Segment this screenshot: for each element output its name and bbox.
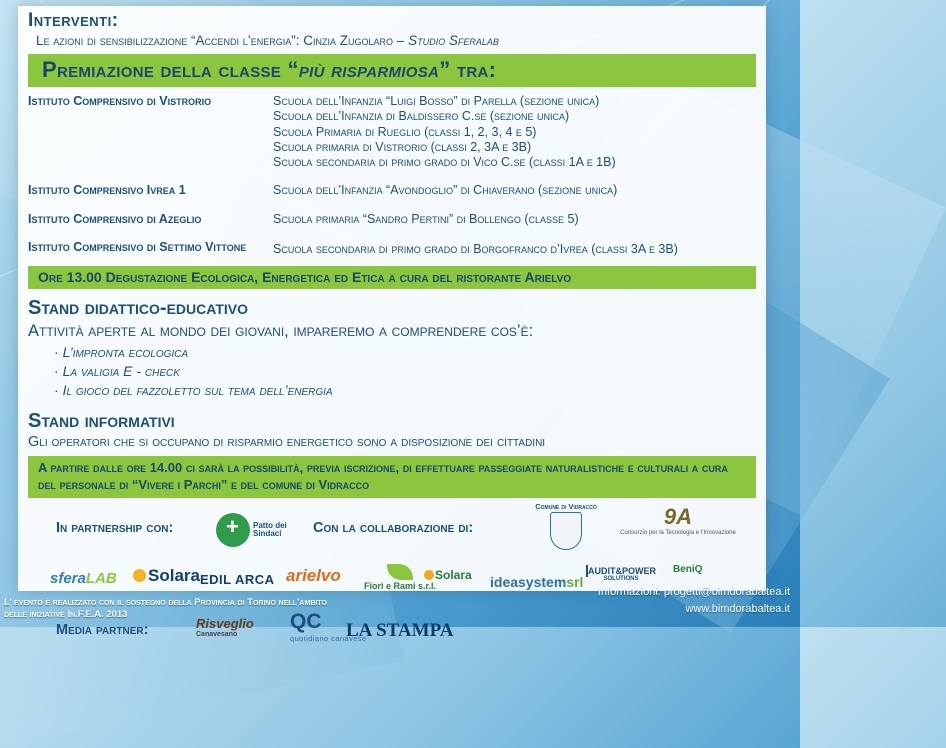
consorzio-nine: 9 (663, 504, 677, 530)
table-row (28, 171, 756, 199)
la-stampa-logo: LA STAMPA (346, 620, 454, 642)
beniq-logo (673, 564, 702, 575)
patto-line-2: Sindaci (253, 529, 282, 539)
table-row (28, 228, 756, 258)
ideasystem-suffix: srl (566, 574, 584, 591)
comune-vidracco-logo (521, 502, 611, 550)
qc-subtext: quotidiano canavese (290, 634, 367, 644)
stand-didattico-bullets (28, 343, 756, 400)
beniq-text: BeniQ (673, 564, 703, 576)
section-stand-informativi-line: Gli operatori che si occupano di risparmio energetico sono a disposizione dei cittadini (28, 433, 546, 450)
section-interventi-line (36, 33, 756, 48)
shield-icon (550, 512, 582, 550)
footer-email: Informazioni: progetti@bimdorabaltea.it (597, 586, 790, 598)
institute-name: Istituto Comprensivo di Azeglio (28, 211, 202, 226)
list-item: · Il gioco del fazzoletto sul tema dell’energia (54, 381, 756, 400)
sferalab-text-a: sfera (50, 570, 86, 588)
fiori-text: Fiori e Rami s.r.l. (364, 581, 437, 592)
footer-website[interactable]: www.bimdorabaltea.it (685, 602, 790, 615)
interventi-studio: Studio Sferalab (408, 33, 499, 48)
patto-dei-sindaci-logo (216, 508, 296, 552)
solara-logo (133, 566, 200, 586)
edilarca-logo: EDIL ARCA (200, 572, 275, 588)
risveglio-subtext: Canavesano (196, 631, 238, 639)
institute-schools (273, 228, 756, 258)
footer-left-note: L’ evento è realizzato con il sostegno della Provincia di Torino nell’ambito delle iniziative In.F.E.A. 2013 (4, 597, 327, 621)
band-passeggiate: A partire dalle ore 14.00 ci sarà la possibilità, previa iscrizione, di effettuare passeggiate naturalistiche e culturali a cura del personale di “Vivere i Parchi” e del comune di Vidracco (28, 456, 756, 499)
audit-power-logo (586, 566, 656, 582)
institute-schools (273, 93, 756, 171)
schools-table (28, 93, 756, 258)
institute-schools (273, 171, 756, 199)
audit-text: AUDIT&POWER (588, 566, 656, 577)
list-item: Scuola primaria “Sandro Pertini” di Bollengo (classe 5) (273, 211, 579, 226)
sferalab-logo (50, 570, 117, 587)
band-premiazione (28, 54, 756, 87)
solara-text: Solara (148, 566, 200, 586)
sun-dot-icon (424, 570, 434, 580)
patto-logo-text (253, 522, 287, 540)
collaboration-label: Con la collaborazione di: (313, 520, 474, 537)
table-row (28, 93, 756, 171)
consorzio-a: A (676, 504, 693, 530)
premiazione-prefix: Premiazione della classe “ (42, 57, 299, 82)
consorzio-9a-logo (618, 504, 738, 537)
audit-subtext: SOLUTIONS (603, 576, 639, 583)
table-row (28, 200, 756, 228)
list-item: Scuola dell’Infanzia “Luigi Bosso” di Parella (sezione unica) (273, 94, 600, 108)
leaf-icon (387, 564, 413, 580)
institute-name: Istituto Comprensivo di Vistrorio (28, 94, 212, 108)
list-item: Scuola secondaria di primo grado di Vico C.se (classi 1A e 1B) (273, 155, 616, 169)
section-interventi-heading: Interventi: (28, 10, 119, 31)
patto-line-1: Patto dei (253, 520, 287, 530)
premiazione-italic: più risparmiosa (298, 57, 440, 82)
risveglio-text: Risveglio (196, 616, 254, 632)
list-item: Scuola dell’Infanzia di Baldissero C.se (sezione unica) (273, 109, 570, 124)
list-item: Scuola primaria di Vistrorio (classi 2, 3A e 3B) (273, 139, 532, 154)
partners-area (28, 502, 756, 558)
solara-secondary-logo (424, 568, 472, 582)
comune-vidracco-caption: Comune di Vidracco (535, 502, 597, 512)
footer-contacts (460, 584, 790, 617)
premiazione-suffix: ” tra: (439, 57, 497, 82)
consorzio-9a-mark (618, 504, 738, 530)
list-item: · La valigia E - check (54, 362, 756, 381)
media-partner-label: Media partner: (56, 622, 149, 639)
institute-name: Istituto Comprensivo di Settimo Vittone (28, 239, 247, 254)
patto-cross-icon (216, 513, 250, 547)
list-item: Scuola Primaria di Rueglio (classi 1, 2, 3, 4 e 5) (273, 124, 537, 139)
sun-icon (133, 569, 146, 582)
list-item: Scuola dell’Infanzia “Avondoglio” di Chiaverano (sezione unica) (273, 183, 618, 198)
sferalab-text-b: LAB (85, 570, 117, 588)
solara2-text: Solara (435, 568, 472, 583)
qc-text: QC (290, 610, 322, 634)
institute-schools (273, 200, 756, 228)
section-stand-informativi-heading: Stand informativi (28, 409, 175, 432)
section-stand-didattico-line: Attività aperte al mondo dei giovani, impareremo a comprendere cos’è: (28, 322, 534, 340)
section-stand-didattico-heading: Stand didattico-educativo (28, 297, 248, 319)
list-item: Scuola secondaria di primo grado di Borgofranco d’Ivrea (classi 3A e 3B) (273, 241, 678, 256)
ideasystem-text: ideasystem (490, 574, 567, 591)
interventi-text: Le azioni di sensibilizzazione “Accendi l’energia”: Cinzia Zugolaro – (36, 33, 409, 48)
arielvo-logo: arielvo (286, 566, 341, 586)
band-ore-degustazione: Ore 13.00 Degustazione Ecologica, Energetica ed Etica a cura del ristorante Arielvo (28, 266, 756, 289)
partnership-label: In partnership con: (56, 520, 174, 537)
list-item: · L’impronta ecologica (54, 343, 756, 362)
consorzio-9a-caption: Consorzio per la Tecnologia e l’Innovazione (620, 530, 736, 537)
institute-name: Istituto Comprensivo Ivrea 1 (28, 183, 186, 198)
